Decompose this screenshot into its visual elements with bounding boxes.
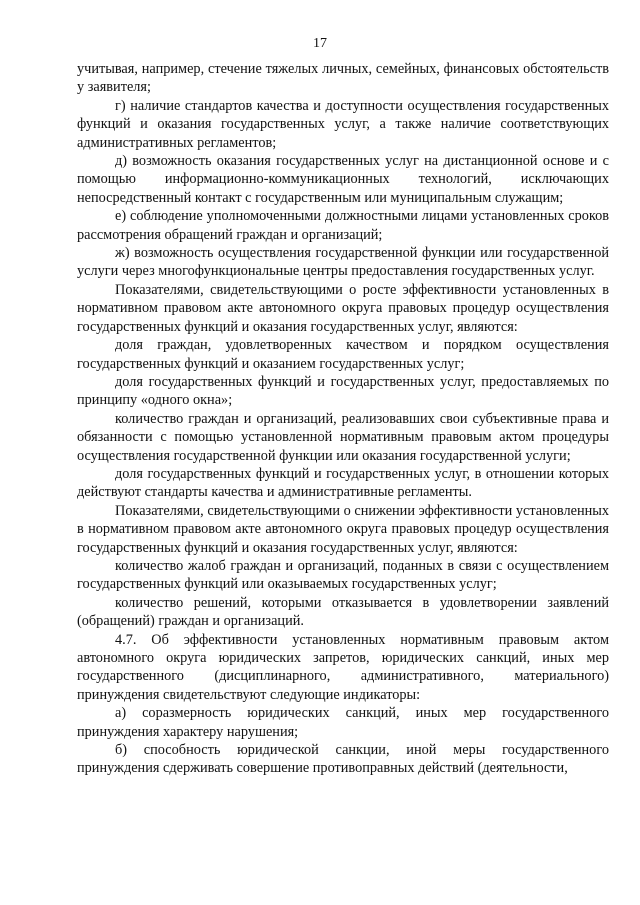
paragraph: 4.7. Об эффективности установленных нормативным правовым актом автономного округа юридических запретов, юридических санкций, иных мер государственного (дисциплинарного, административного, материального) принуждения свидетельствуют следующие индикаторы: [77, 631, 609, 703]
paragraph: а) соразмерность юридических санкций, иных мер государственного принуждения характеру нарушения; [77, 705, 609, 740]
paragraph: е) соблюдение уполномоченными должностными лицами установленных сроков рассмотрения обращений граждан и организаций; [77, 208, 609, 243]
paragraph: доля государственных функций и государственных услуг, предоставляемых по принципу «одного окна»; [77, 373, 609, 409]
paragraph: доля граждан, удовлетворенных качеством и порядком осуществления государственных функций и оказанием государственных услуг; [77, 337, 609, 372]
paragraph: количество жалоб граждан и организаций, поданных в связи с осуществлением государственных функций или оказываемых государственных услуг; [77, 557, 609, 593]
paragraph: учитывая, например, стечение тяжелых личных, семейных, финансовых обстоятельств у заявителя; [77, 61, 609, 96]
paragraph: Показателями, свидетельствующими о росте эффективности установленных в нормативном правовом акте автономного округа правовых процедур осуществления государственных функций и оказания государственных услуг, являются: [77, 281, 609, 335]
paragraph: доля государственных функций и государственных услуг, в отношении которых действуют стандарты качества и административные регламенты. [77, 465, 609, 501]
paragraph: д) возможность оказания государственных услуг на дистанционной основе и с помощью информационно-коммуникационных технологий, исключающих непосредственный контакт с государственным или муниципальным служащим; [77, 153, 609, 206]
paragraph: количество решений, которыми отказывается в удовлетворении заявлений (обращений) граждан и организаций. [77, 594, 609, 630]
document-body [77, 60, 609, 778]
paragraph: б) способность юридической санкции, иной меры государственного принуждения сдерживать совершение противоправных действий (деятельности, [77, 742, 609, 777]
paragraph: г) наличие стандартов качества и доступности осуществления государственных функций и оказания государственных услуг, а также наличие соответствующих административных регламентов; [77, 97, 609, 151]
paragraph: Показателями, свидетельствующими о снижении эффективности установленных в нормативном правовом акте автономного округа правовых процедур осуществления государственных функций и оказания государственных услуг, являются: [77, 502, 609, 556]
paragraph: ж) возможность осуществления государственной функции или государственной услуги через многофункциональные центры предоставления государственных услуг. [77, 245, 609, 280]
page-number: 17 [313, 36, 327, 51]
paragraph: количество граждан и организаций, реализовавших свои субъективные права и обязанности с помощью установленной нормативным правовым актом процедуры осуществления государственной функции или оказания государственной услуги; [77, 410, 609, 464]
